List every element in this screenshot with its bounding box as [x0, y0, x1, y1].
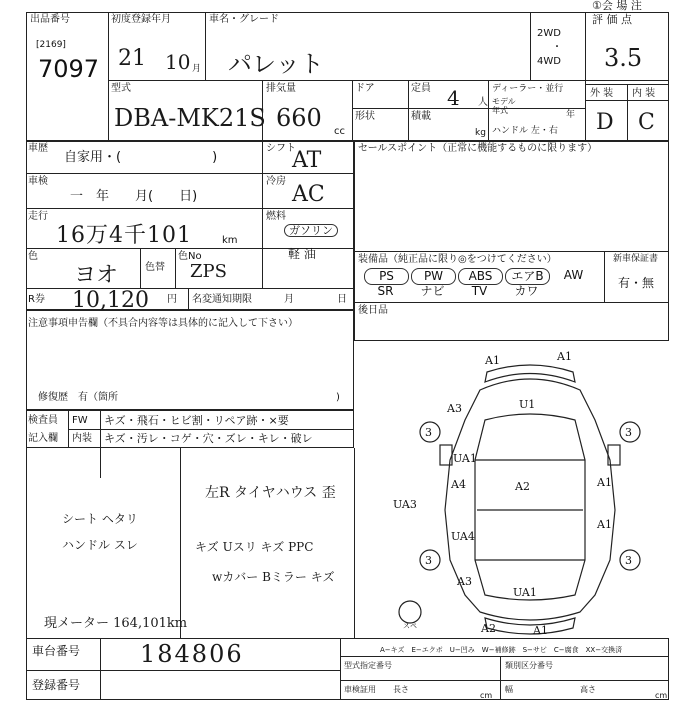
cert-label: 車検証用 — [344, 685, 376, 694]
inspection-value: 一 年 月( 日) — [70, 189, 198, 204]
recycle-label: R券 — [28, 294, 45, 305]
equipment-item: カワ — [514, 284, 539, 298]
interior-row-label: 内装 — [72, 433, 92, 444]
entry-label: 記入欄 — [28, 433, 58, 444]
name-change-day: 日 — [337, 294, 347, 305]
color-no-value: ZPS — [190, 261, 227, 282]
damage-mark: A1 — [597, 476, 612, 489]
equipment-item: ABS — [458, 268, 503, 285]
capacity-label: 定員 — [411, 83, 431, 94]
drive-4wd: 4WD — [537, 56, 561, 67]
color-no-label: 色No — [178, 251, 202, 262]
name-change-month: 月 — [284, 294, 294, 305]
damage-mark: 3 — [425, 554, 432, 567]
year-unit: 年 — [566, 110, 576, 120]
yen-unit: 円 — [167, 294, 177, 305]
exterior-label: 外 装 — [590, 88, 614, 99]
displacement-value: 660 — [276, 104, 322, 132]
damage-mark: A1 — [485, 354, 500, 367]
drive-2wd: 2WD — [537, 28, 561, 39]
damage-mark: A1 — [533, 624, 548, 637]
car-diagram — [385, 350, 675, 640]
drive-dot: ・ — [552, 42, 562, 53]
lot-number: 7097 — [38, 55, 100, 83]
first-reg-year: 21 — [118, 46, 146, 71]
load-label: 積載 — [411, 111, 431, 122]
cm-unit-2: cm — [655, 691, 668, 700]
km-unit: km — [222, 235, 238, 246]
damage-mark: UA1 — [453, 452, 477, 465]
equipment-item: TV — [471, 284, 488, 298]
shift-label: シフト — [266, 143, 296, 154]
odometer-note: 現メーター 164,101km — [44, 616, 188, 631]
displacement-label: 排気量 — [266, 83, 296, 94]
damage-mark: A2 — [515, 480, 530, 493]
damage-mark: A4 — [451, 478, 466, 491]
class-label: 類別区分番号 — [505, 661, 553, 670]
capacity-value: 4 — [447, 86, 460, 110]
selling-points-label: セールスポイント（正常に機能するものに限ります） — [358, 143, 598, 154]
venue-label: ①会 場 注 — [592, 0, 642, 12]
first-reg-label: 初度登録年月 — [111, 14, 171, 25]
handle-label: ハンドル 左・右 — [492, 126, 558, 136]
car-name-label: 車名・グレード — [209, 14, 279, 25]
fw-items: キズ・飛石・ヒビ割・リペア跡・×要 — [104, 414, 289, 427]
remark-1: 左R タイヤハウス 歪 — [205, 485, 336, 501]
first-reg-month: 10 — [165, 50, 191, 74]
model-label: 型式 — [111, 83, 131, 94]
month-unit: 月 — [192, 64, 202, 74]
chassis-number: 184806 — [140, 640, 244, 668]
registration-label: 登録番号 — [32, 678, 81, 692]
damage-mark: A3 — [447, 402, 462, 415]
ac-label: 冷房 — [266, 176, 286, 187]
color-change-label: 色替 — [145, 262, 165, 273]
model-year-label: モデル 年式 — [492, 97, 516, 115]
capacity-unit: 人 — [478, 97, 488, 108]
damage-mark: A2 — [481, 622, 496, 635]
damage-mark: U1 — [519, 398, 536, 411]
interior-label: 内 装 — [632, 88, 656, 99]
height-label: 高さ — [580, 685, 596, 694]
interior-items: キズ・汚レ・コゲ・穴・ズレ・キレ・破レ — [104, 432, 313, 445]
damage-mark: UA1 — [513, 586, 537, 599]
chassis-label: 車台番号 — [32, 644, 81, 658]
equipment-label: 装備品（純正品に限り◎をつけてください） — [358, 254, 557, 265]
auction-code: [2169] — [36, 40, 66, 50]
equipment-item: SR — [377, 284, 394, 298]
name-change-label: 名変通知期限 — [192, 294, 252, 305]
remark-4: キズ Uスリ キズ PPC — [195, 540, 314, 554]
lot-label: 出品番号 — [30, 14, 70, 25]
interior-grade: C — [638, 110, 655, 135]
damage-legend: A−キズ E−エクボ U−凹み W−補修跡 S−サビ C−腐食 XX−交換済 — [380, 646, 623, 654]
repair-label: 修復歴 有（箇所 — [38, 392, 118, 403]
damage-mark: UA4 — [451, 530, 475, 543]
car-name: パレット — [228, 50, 324, 78]
inspection-label: 車検 — [28, 176, 48, 187]
equipment-item: AW — [563, 268, 584, 282]
damage-mark: 3 — [625, 554, 632, 567]
damage-mark: A1 — [597, 518, 612, 531]
equipment-grid — [364, 268, 600, 300]
later-items-label: 後日品 — [358, 305, 388, 316]
color-label: 色 — [28, 251, 38, 262]
remark-3: ハンドル スレ — [62, 538, 138, 552]
cm-unit-1: cm — [480, 691, 493, 700]
warranty-value: 有・無 — [618, 276, 655, 290]
report-label: 注意事項申告欄（不具合内容等は具体的に記入して下さい） — [28, 318, 298, 329]
equipment-item: PW — [411, 268, 456, 285]
recycle-value: 10,120 — [72, 288, 149, 313]
damage-mark: 3 — [625, 426, 632, 439]
fw-label: FW — [72, 415, 88, 426]
grade-label: 評 価 点 — [592, 13, 632, 26]
damage-mark: スペ — [403, 622, 417, 630]
remark-2: シート ヘタリ — [62, 512, 138, 526]
inspector-label: 検査員 — [28, 415, 58, 426]
type-designation-label: 型式指定番号 — [344, 661, 392, 670]
length-label: 長さ — [393, 685, 409, 694]
selling-block — [354, 141, 669, 341]
door-label: ドア — [355, 83, 375, 94]
shape-label: 形状 — [355, 111, 375, 122]
exterior-grade: D — [596, 110, 614, 135]
history-value: 自家用・( ) — [64, 150, 218, 165]
damage-mark: 3 — [425, 426, 432, 439]
width-label: 幅 — [505, 685, 513, 694]
warranty-label: 新車保証書 — [613, 254, 659, 264]
damage-mark: A3 — [457, 575, 472, 588]
mileage-value: 16万4千101 — [56, 223, 192, 248]
equipment-item: PS — [364, 268, 409, 285]
damage-mark: UA3 — [393, 498, 417, 511]
history-label: 車歴 — [28, 143, 48, 154]
equipment-item: ナビ — [420, 284, 445, 298]
repair-close: ) — [336, 392, 340, 403]
ac-value: AC — [292, 182, 325, 207]
mileage-label: 走行 — [28, 211, 48, 222]
equipment-item: エアB — [505, 268, 550, 285]
grade-value: 3.5 — [604, 44, 643, 72]
model-value: DBA-MK21S — [114, 104, 266, 132]
shift-value: AT — [292, 148, 322, 173]
fuel-label: 燃料 — [266, 211, 286, 222]
cc-unit: cc — [334, 126, 345, 137]
kg-unit: kg — [475, 128, 486, 138]
remark-5: wカバー Bミラー キズ — [212, 570, 335, 584]
color-value: ヨオ — [74, 263, 119, 288]
fuel-diesel: 軽 油 — [288, 247, 316, 261]
dealer-label: ディーラー・並行 — [492, 84, 564, 94]
fuel-gasoline: ガソリン — [284, 224, 338, 237]
damage-mark: A1 — [557, 350, 572, 363]
